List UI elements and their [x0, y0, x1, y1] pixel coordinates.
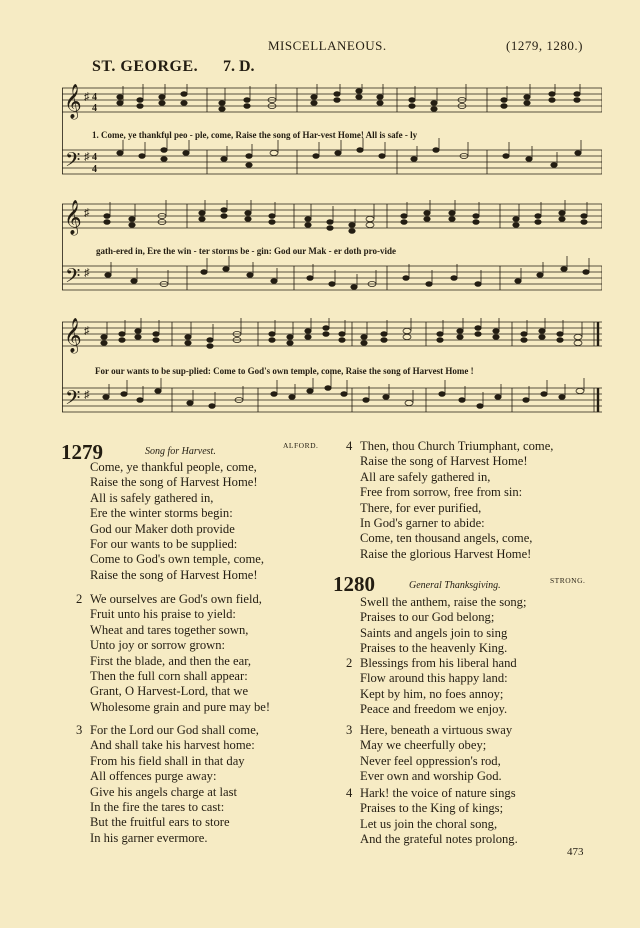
verse-number: 2	[346, 656, 353, 670]
hymn-1280-verse-2	[346, 656, 517, 718]
verse-line: Never feel oppression's rod,	[360, 753, 501, 768]
hymn-1279-verse-3	[76, 723, 259, 846]
page-number: 473	[567, 846, 584, 858]
svg-text:𝄞: 𝄞	[64, 319, 82, 352]
svg-text:4: 4	[92, 152, 97, 163]
lyrics-system-3: For our wants to be sup-plied: Come to God's own temple, come, Raise the song of Harvest Home !	[95, 366, 474, 376]
hymn-1279-verse-2	[76, 592, 270, 715]
verse-line: All offences purge away:	[90, 769, 217, 784]
verse-line: Saints and angels join to sing	[360, 625, 508, 640]
section-title: MISCELLANEOUS.	[268, 38, 387, 53]
verse-line: In the fire the tares to cast:	[90, 800, 225, 815]
verse-line: Fruit unto his praise to yield:	[90, 607, 236, 622]
verse-line: Then, thou Church Triumphant, come,	[360, 439, 554, 453]
verse-line: Swell the anthem, raise the song;	[360, 595, 527, 609]
verse-line: God our Maker doth provide	[90, 521, 235, 536]
verse-line: In God's garner to abide:	[360, 516, 485, 531]
verse-line: In his garner evermore.	[90, 830, 208, 845]
verse-line: Kept by him, no foes annoy;	[360, 686, 504, 701]
verse-line: Raise the song of Harvest Home!	[90, 475, 258, 490]
hymn-1280-verse-4	[346, 786, 518, 848]
verse-line: Raise the glorious Harvest Home!	[360, 546, 532, 561]
hymn-author: STRONG.	[550, 576, 586, 585]
svg-text:♯: ♯	[84, 267, 90, 279]
hymn-title: Song for Harvest.	[145, 446, 216, 457]
hymn-author: ALFORD.	[283, 441, 319, 450]
svg-text:♯: ♯	[84, 389, 90, 401]
verse-number: 4	[346, 439, 353, 453]
verse-line: For the Lord our God shall come,	[90, 723, 259, 737]
verse-line: First the blade, and then the ear,	[90, 653, 252, 668]
verse-line: Grant, O Harvest-Lord, that we	[90, 684, 249, 699]
verse-number: 4	[346, 786, 353, 800]
verse-line: Praises to the King of kings;	[360, 801, 504, 816]
verse-line: For our wants to be supplied:	[90, 537, 238, 552]
verse-line: All are safely gathered in,	[360, 469, 491, 484]
verse-line: And shall take his harvest home:	[90, 738, 255, 753]
verse-line: Come to God's own temple, come,	[90, 552, 265, 567]
verse-line: There, for ever purified,	[360, 500, 482, 515]
lyrics-system-1: 1. Come, ye thankful peo - ple, come, Raise the song of Har-vest Home! All is safe - ly	[92, 130, 418, 140]
verse-line: We ourselves are God's own field,	[90, 592, 262, 606]
svg-text:4: 4	[92, 92, 97, 103]
tune-name: ST. GEORGE.	[92, 58, 199, 75]
verse-line: Blessings from his liberal hand	[360, 656, 517, 670]
hymn-1279-verse-4	[346, 439, 553, 562]
verse-line: Praises to our God belong;	[360, 610, 495, 625]
verse-line: Praises to the heavenly King.	[360, 641, 508, 656]
svg-text:𝄢: 𝄢	[65, 150, 81, 176]
verse-line: Wholesome grain and pure may be!	[90, 699, 271, 714]
svg-text:𝄢: 𝄢	[65, 388, 81, 414]
svg-text:𝄞: 𝄞	[64, 201, 82, 234]
verse-line: Raise the song of Harvest Home!	[360, 454, 528, 469]
verse-line: All is safely gathered in,	[90, 490, 214, 505]
verse-line: Ever own and worship God.	[360, 769, 502, 784]
verse-line: Then the full corn shall appear:	[90, 669, 248, 684]
verse-line: Wheat and tares together sown,	[90, 622, 249, 637]
verse-line: But the fruitful ears to store	[90, 815, 230, 830]
hymn-title: General Thanksgiving.	[409, 580, 501, 591]
svg-text:♯: ♯	[84, 151, 90, 163]
svg-text:𝄢: 𝄢	[65, 266, 81, 292]
verse-line: Free from sorrow, free from sin:	[360, 485, 523, 500]
verse-line: Give his angels charge at last	[90, 784, 237, 799]
verse-line: Here, beneath a virtuous sway	[360, 723, 513, 737]
tune-meter: 7. D.	[223, 58, 255, 75]
verse-number: 3	[346, 723, 353, 737]
verse-line: Raise the song of Harvest Home!	[90, 567, 258, 582]
verse-line: Come, ten thousand angels, come,	[360, 531, 533, 546]
verse-line: Flow around this happy land:	[360, 671, 508, 686]
svg-text:♯: ♯	[84, 325, 90, 337]
hymn-1280-verse-1	[346, 595, 526, 657]
verse-line: Unto joy or sorrow grown:	[90, 638, 226, 653]
svg-text:♯: ♯	[84, 207, 90, 219]
verse-line: Let us join the choral song,	[360, 816, 498, 831]
verse-line: From his field shall in that day	[90, 753, 245, 768]
verse-line: Hark! the voice of nature sings	[360, 786, 516, 800]
hymn-number: 1279	[61, 440, 103, 464]
verse-number: 3	[76, 723, 83, 737]
svg-text:4: 4	[92, 103, 97, 114]
hymn-range: (1279, 1280.)	[506, 38, 583, 53]
verse-line: Come, ye thankful people, come,	[90, 460, 257, 474]
svg-text:𝄞: 𝄞	[64, 85, 82, 118]
hymn-number: 1280	[333, 572, 375, 596]
verse-line: Peace and freedom we enjoy.	[360, 702, 508, 717]
lyrics-system-2: gath-ered in, Ere the win - ter storms be - gin: God our Mak - er doth pro-vide	[96, 246, 396, 256]
verse-line: May we cheerfully obey;	[360, 738, 487, 753]
hymn-1279-verse-1	[76, 460, 264, 583]
verse-number: 2	[76, 592, 83, 606]
hymn-1280-verse-3	[346, 723, 512, 785]
svg-text:4: 4	[92, 164, 97, 175]
verse-line: Ere the winter storms begin:	[90, 506, 233, 521]
svg-text:♯: ♯	[84, 91, 90, 103]
verse-line: And the grateful notes prolong.	[360, 832, 518, 847]
